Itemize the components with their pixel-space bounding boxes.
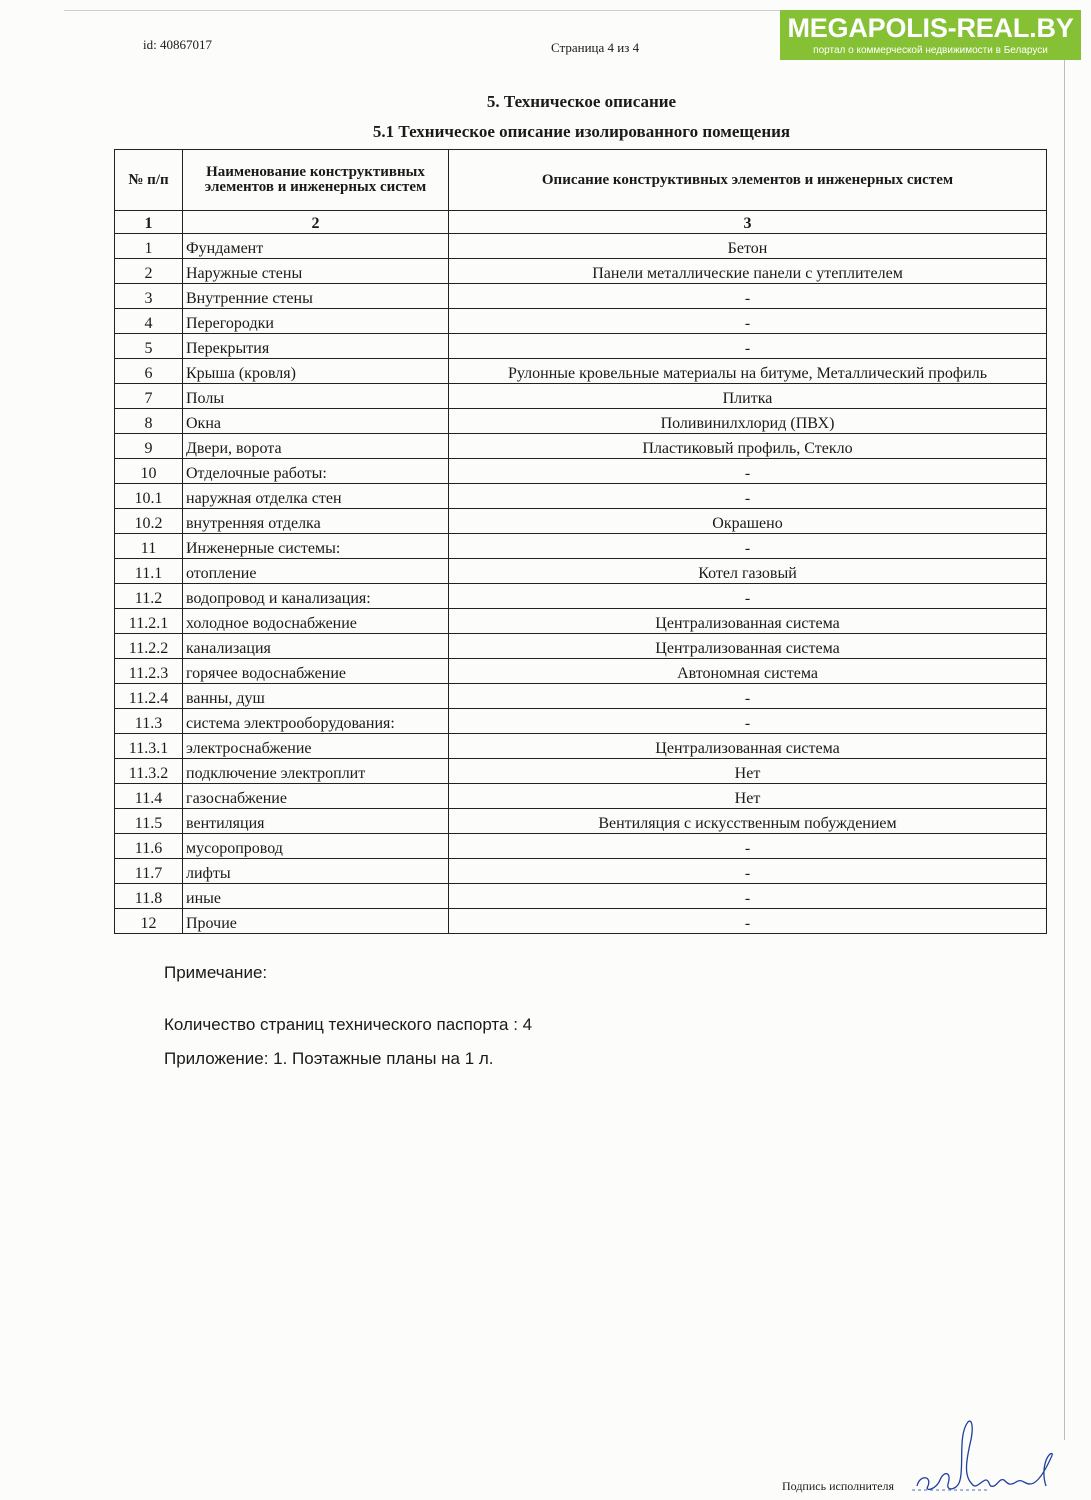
table-row <box>115 609 1047 634</box>
row-element-name: Отделочные работы: <box>183 459 449 484</box>
row-number: 11.3.2 <box>115 759 183 784</box>
table-row <box>115 659 1047 684</box>
row-description: - <box>449 309 1047 334</box>
row-element-name: Внутренние стены <box>183 284 449 309</box>
row-description: - <box>449 284 1047 309</box>
row-element-name: горячее водоснабжение <box>183 659 449 684</box>
row-number: 12 <box>115 909 183 934</box>
table-row <box>115 684 1047 709</box>
row-element-name: иные <box>183 884 449 909</box>
handwritten-signature <box>912 1414 1062 1494</box>
row-description: - <box>449 484 1047 509</box>
table-row <box>115 859 1047 884</box>
row-description: Плитка <box>449 384 1047 409</box>
row-description: Нет <box>449 784 1047 809</box>
row-description: - <box>449 684 1047 709</box>
column-number-3: 3 <box>449 211 1047 234</box>
row-description: Панели металлические панели с утеплителем <box>449 259 1047 284</box>
table-row <box>115 259 1047 284</box>
section-title: 5. Техническое описание <box>486 92 677 111</box>
row-number: 11.2.2 <box>115 634 183 659</box>
row-description: Котел газовый <box>449 559 1047 584</box>
megapolis-logo-banner[interactable] <box>780 10 1081 60</box>
row-element-name: наружная отделка стен <box>183 484 449 509</box>
row-number: 11.2.1 <box>115 609 183 634</box>
row-description: - <box>449 909 1047 934</box>
table-header-row <box>115 150 1047 211</box>
row-description: Централизованная система <box>449 634 1047 659</box>
note-appendix: Приложение: 1. Поэтажные планы на 1 л. <box>164 1049 494 1068</box>
row-description: Централизованная система <box>449 734 1047 759</box>
row-description: Бетон <box>449 234 1047 259</box>
row-description: - <box>449 834 1047 859</box>
row-description: Поливинилхлорид (ПВХ) <box>449 409 1047 434</box>
row-number: 11 <box>115 534 183 559</box>
table-row <box>115 359 1047 384</box>
row-element-name: Окна <box>183 409 449 434</box>
table-row <box>115 834 1047 859</box>
column-number-1: 1 <box>115 211 183 234</box>
note-pages-count: Количество страниц технического паспорта : 4 <box>164 1015 533 1034</box>
table-column-number-row <box>115 211 1047 234</box>
row-element-name: Перекрытия <box>183 334 449 359</box>
page-edge-right <box>1064 60 1065 1440</box>
row-number: 3 <box>115 284 183 309</box>
row-description: Рулонные кровельные материалы на битуме, Металлический профиль <box>449 359 1047 384</box>
header-description: Описание конструктивных элементов и инженерных систем <box>449 150 1047 211</box>
table-row <box>115 384 1047 409</box>
note-remark: Примечание: <box>164 963 268 982</box>
column-number-2: 2 <box>183 211 449 234</box>
row-number: 8 <box>115 409 183 434</box>
row-description: Централизованная система <box>449 609 1047 634</box>
row-number: 11.2 <box>115 584 183 609</box>
row-number: 11.3 <box>115 709 183 734</box>
row-number: 10 <box>115 459 183 484</box>
row-description: Вентиляция с искусственным побуждением <box>449 809 1047 834</box>
row-description: - <box>449 584 1047 609</box>
row-number: 11.7 <box>115 859 183 884</box>
row-number: 11.2.4 <box>115 684 183 709</box>
row-description: - <box>449 459 1047 484</box>
row-number: 4 <box>115 309 183 334</box>
table-row <box>115 409 1047 434</box>
row-element-name: ванны, душ <box>183 684 449 709</box>
table-row <box>115 884 1047 909</box>
row-element-name: Инженерные системы: <box>183 534 449 559</box>
row-number: 11.3.1 <box>115 734 183 759</box>
row-description: Окрашено <box>449 509 1047 534</box>
row-description: Нет <box>449 759 1047 784</box>
row-element-name: холодное водоснабжение <box>183 609 449 634</box>
row-number: 11.4 <box>115 784 183 809</box>
row-element-name: газоснабжение <box>183 784 449 809</box>
row-number: 11.5 <box>115 809 183 834</box>
table-row <box>115 309 1047 334</box>
row-description: Пластиковый профиль, Стекло <box>449 434 1047 459</box>
table-row <box>115 284 1047 309</box>
table-row <box>115 784 1047 809</box>
row-description: - <box>449 884 1047 909</box>
header-number: № п/п <box>115 150 183 211</box>
row-number: 2 <box>115 259 183 284</box>
row-element-name: мусоропровод <box>183 834 449 859</box>
table-row <box>115 759 1047 784</box>
row-number: 10.2 <box>115 509 183 534</box>
row-element-name: система электрооборудования: <box>183 709 449 734</box>
row-number: 6 <box>115 359 183 384</box>
document-id: id: 40867017 <box>143 37 212 52</box>
row-element-name: Наружные стены <box>183 259 449 284</box>
row-element-name: водопровод и канализация: <box>183 584 449 609</box>
row-description: - <box>449 859 1047 884</box>
row-element-name: отопление <box>183 559 449 584</box>
row-number: 11.6 <box>115 834 183 859</box>
row-number: 5 <box>115 334 183 359</box>
row-number: 10.1 <box>115 484 183 509</box>
row-number: 1 <box>115 234 183 259</box>
row-element-name: внутренняя отделка <box>183 509 449 534</box>
table-row <box>115 634 1047 659</box>
logo-name: MEGAPOLIS-REAL.BY <box>787 13 1074 43</box>
row-description: Автономная система <box>449 659 1047 684</box>
row-element-name: Перегородки <box>183 309 449 334</box>
subsection-title: 5.1 Техническое описание изолированного помещения <box>372 122 791 141</box>
table-row <box>115 734 1047 759</box>
table-row <box>115 234 1047 259</box>
row-element-name: Крыша (кровля) <box>183 359 449 384</box>
page-number: Страница 4 из 4 <box>551 40 640 55</box>
page-edge-top <box>64 10 780 11</box>
row-element-name: Полы <box>183 384 449 409</box>
table-row <box>115 434 1047 459</box>
row-number: 9 <box>115 434 183 459</box>
row-element-name: Двери, ворота <box>183 434 449 459</box>
row-element-name: Фундамент <box>183 234 449 259</box>
table-row <box>115 334 1047 359</box>
table-row <box>115 534 1047 559</box>
table-row <box>115 909 1047 934</box>
row-element-name: лифты <box>183 859 449 884</box>
row-description: - <box>449 709 1047 734</box>
logo-tagline: портал о коммерческой недвижимости в Беларуси <box>813 45 1048 56</box>
row-element-name: вентиляция <box>183 809 449 834</box>
table-row <box>115 709 1047 734</box>
row-element-name: подключение электроплит <box>183 759 449 784</box>
header-element-name: Наименование конструктивных элементов и инженерных систем <box>183 150 449 211</box>
row-description: - <box>449 534 1047 559</box>
row-number: 11.8 <box>115 884 183 909</box>
row-element-name: Прочие <box>183 909 449 934</box>
row-number: 7 <box>115 384 183 409</box>
technical-description-table <box>114 149 1047 934</box>
table-row <box>115 484 1047 509</box>
table-row <box>115 459 1047 484</box>
row-element-name: электроснабжение <box>183 734 449 759</box>
row-description: - <box>449 334 1047 359</box>
table-row <box>115 559 1047 584</box>
table-row <box>115 584 1047 609</box>
row-number: 11.1 <box>115 559 183 584</box>
signature-label: Подпись исполнителя <box>782 1479 894 1493</box>
row-element-name: канализация <box>183 634 449 659</box>
row-number: 11.2.3 <box>115 659 183 684</box>
table-row <box>115 509 1047 534</box>
table-row <box>115 809 1047 834</box>
